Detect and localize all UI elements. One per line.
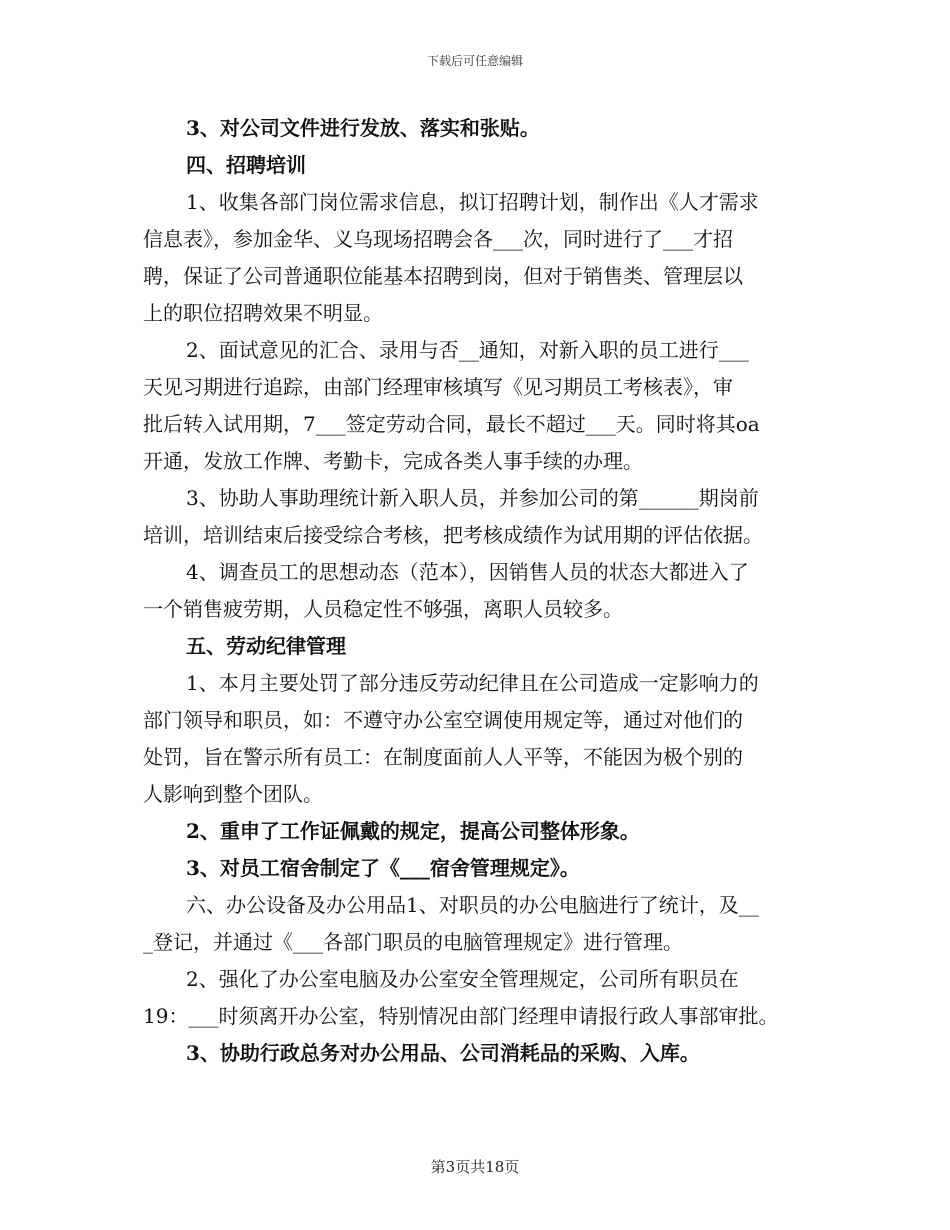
paragraph-line: 信息表》，参加金华、义乌现场招聘会各___次，同时进行了___才招 xyxy=(143,227,733,251)
paragraph-line: 1、收集各部门岗位需求信息，拟订招聘计划，制作出《人才需求 xyxy=(186,190,759,214)
paragraph-line: 天见习期进行追踪，由部门经理审核填写《见习期员工考核表》，审 xyxy=(143,375,733,399)
paragraph-line: 人影响到整个团队。 xyxy=(143,782,323,806)
page-header-note: 下载后可任意编辑 xyxy=(426,54,523,68)
paragraph-line: 处罚，旨在警示所有员工：在制度面前人人平等，不能因为极个别的 xyxy=(143,745,743,769)
paragraph-line: 19：___时须离开办公室，特别情况由部门经理申请报行政人事部审批。 xyxy=(143,1004,779,1028)
paragraph-line: 培训，培训结束后接受综合考核，把考核成绩作为试用期的评估依据。 xyxy=(143,523,763,547)
paragraph-line: 部门领导和职员，如：不遵守办公室空调使用规定等，通过对他们的 xyxy=(143,708,743,732)
heading-line: 3、协助行政总务对办公用品、公司消耗品的采购、入库。 xyxy=(186,1041,700,1065)
heading-line: 2、重申了工作证佩戴的规定，提高公司整体形象。 xyxy=(186,819,640,843)
paragraph-line: 聘，保证了公司普通职位能基本招聘到岗，但对于销售类、管理层以 xyxy=(143,264,743,288)
paragraph-line: 1、本月主要处罚了部分违反劳动纪律且在公司造成一定影响力的 xyxy=(186,671,759,695)
paragraph-line: 批后转入试用期，7___签定劳动合同，最长不超过___天。同时将其oa xyxy=(143,412,760,436)
paragraph-line: 六、办公设备及办公用品1、对职员的办公电脑进行了统计，及__ xyxy=(186,893,759,917)
paragraph-line: _登记，并通过《___各部门职员的电脑管理规定》进行管理。 xyxy=(143,930,683,954)
heading-line: 3、对员工宿舍制定了《___宿舍管理规定》。 xyxy=(186,856,580,880)
document-body xyxy=(143,110,813,1072)
paragraph-line: 一个销售疲劳期，人员稳定性不够强，离职人员较多。 xyxy=(143,597,623,621)
page-number-footer: 第3页共18页 xyxy=(430,1158,520,1176)
paragraph-line: 3、协助人事助理统计新入职人员，并参加公司的第______期岗前 xyxy=(186,486,759,510)
paragraph-line: 4、调查员工的思想动态（范本），因销售人员的状态大都进入了 xyxy=(186,560,749,584)
paragraph-line: 2、面试意见的汇合、录用与否__通知，对新入职的员工进行___ xyxy=(186,338,749,362)
paragraph-line: 上的职位招聘效果不明显。 xyxy=(143,301,383,325)
heading-line: 四、招聘培训 xyxy=(186,153,306,177)
paragraph-line: 开通，发放工作牌、考勤卡，完成各类人事手续的办理。 xyxy=(143,449,643,473)
paragraph-line: 2、强化了办公室电脑及办公室安全管理规定，公司所有职员在 xyxy=(186,967,739,991)
heading-line: 五、劳动纪律管理 xyxy=(186,634,346,658)
heading-line: 3、对公司文件进行发放、落实和张贴。 xyxy=(186,116,540,140)
